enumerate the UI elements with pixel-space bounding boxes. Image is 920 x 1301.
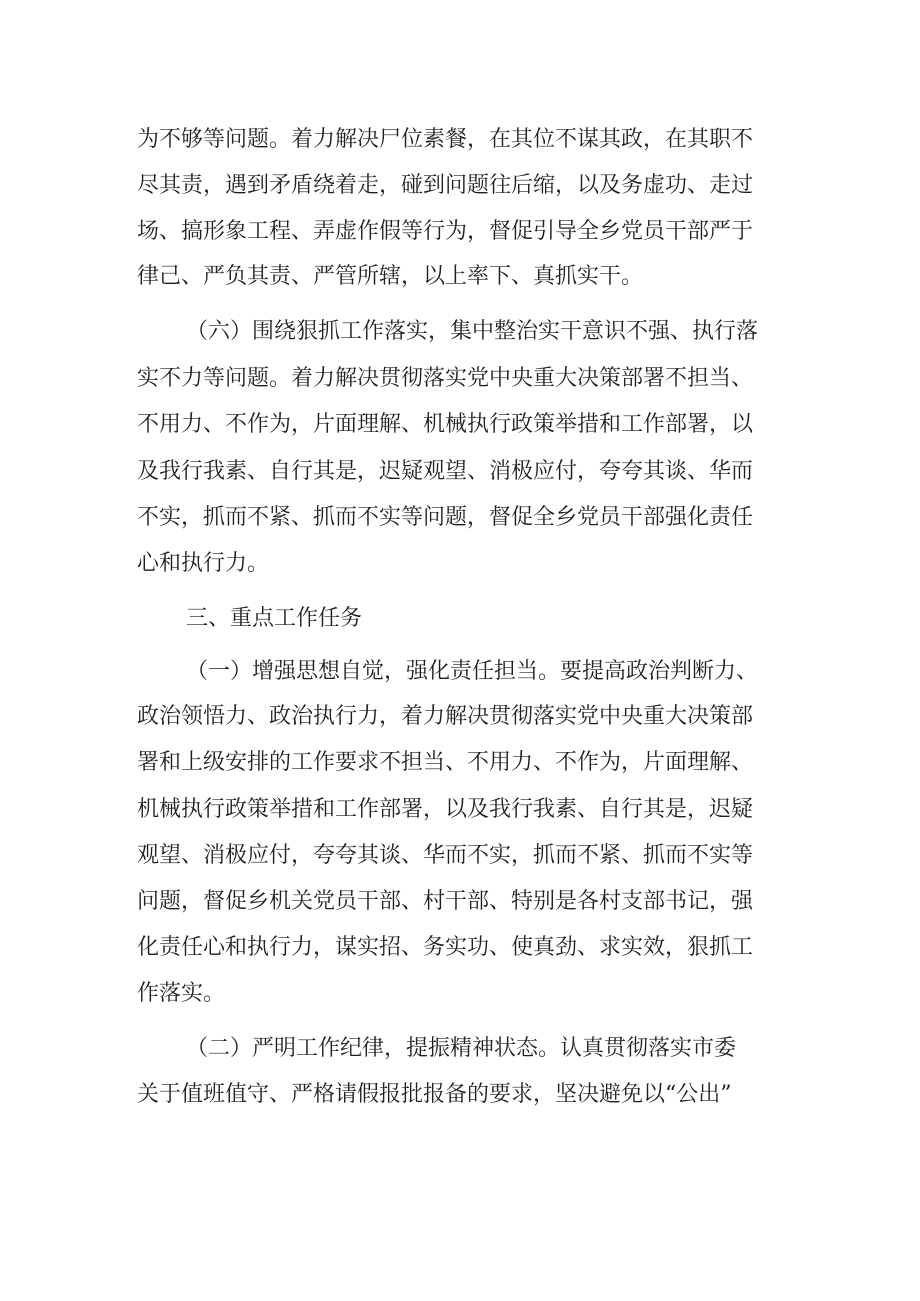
text-line: 场、搞形象工程、弄虚作假等行为，督促引导全乡党员干部严于	[137, 219, 754, 244]
section-heading: 三、重点工作任务	[186, 606, 363, 631]
text-line: 不用力、不作为，片面理解、机械执行政策举措和工作部署，以	[137, 412, 754, 437]
text-line: 不实，抓而不紧、抓而不实等问题，督促全乡党员干部强化责任	[137, 505, 754, 530]
text-line: 律己、严负其责、严管所辖，以上率下、真抓实干。	[137, 264, 644, 289]
text-line: 为不够等问题。着力解决尸位素餐，在其位不谋其政，在其职不	[137, 127, 754, 152]
text-line: 问题，督促乡机关党员干部、村干部、特别是各村支部书记，强	[137, 889, 754, 914]
text-line: （一）增强思想自觉，强化责任担当。要提高政治判断力、	[186, 659, 759, 684]
text-line: 机械执行政策举措和工作部署，以及我行我素、自行其是，迟疑	[137, 797, 754, 822]
text-line: 化责任心和执行力，谋实招、务实功、使真劲、求实效，狠抓工	[137, 935, 754, 960]
text-line: （二）严明工作纪律，提振精神状态。认真贯彻落实市委	[186, 1036, 737, 1061]
text-line: 作落实。	[137, 981, 226, 1006]
text-line: 观望、消极应付，夸夸其谈、华而不实，抓而不紧、抓而不实等	[137, 843, 754, 868]
text-line: 心和执行力。	[137, 551, 270, 576]
text-line: 尽其责，遇到矛盾绕着走，碰到问题往后缩，以及务虚功、走过	[137, 173, 754, 198]
text-line: 及我行我素、自行其是，迟疑观望、消极应付，夸夸其谈、华而	[137, 459, 754, 484]
text-line: 实不力等问题。着力解决贯彻落实党中央重大决策部署不担当、	[137, 366, 754, 391]
text-line: 关于值班值守、严格请假报批报备的要求，坚决避免以“公出”	[137, 1082, 732, 1107]
text-line: 政治领悟力、政治执行力，着力解决贯彻落实党中央重大决策部	[137, 704, 754, 729]
text-line: （六）围绕狠抓工作落实，集中整治实干意识不强、执行落	[186, 319, 759, 344]
text-line: 署和上级安排的工作要求不担当、不用力、不作为，片面理解、	[137, 750, 754, 775]
